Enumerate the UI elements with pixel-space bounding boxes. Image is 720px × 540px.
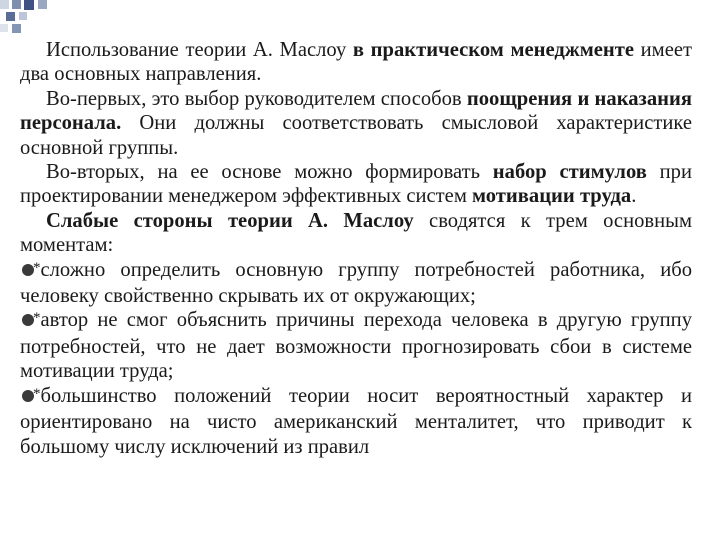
paragraph-first: Во-первых, это выбор руководителем способов поощрения и наказания персонала. Они должны соответствовать смысловой характеристике основной группы. [20,87,692,159]
star-icon: * [33,310,41,327]
star-icon: * [33,385,41,402]
corner-square [38,0,47,9]
corner-square [6,12,15,21]
emphasis-incentives: набор стимулов [492,161,647,184]
star-icon: * [33,259,41,276]
emphasis-motivation: мотивации труда [472,185,632,208]
list-item: *большинство положений теории носит вероятностный характер и ориентировано на чисто американский менталитет, что приводит к большому числу исключений из правил [20,384,692,458]
corner-square [0,24,8,32]
emphasis-management: в практическом менеджменте [352,39,634,61]
corner-square [24,0,34,10]
paragraph-application: Использование теории А. Маслоу в практическом менеджменте имеет два основных направления. [20,39,692,86]
paragraph-weaknesses: Слабые стороны теории А. Маслоу сводятся к трем основным моментам: [20,209,692,257]
paragraph-second: Во-вторых, на ее основе можно формировать набор стимулов при проектировании менеджером эффективных систем мотивации труда. [20,161,692,208]
slide-body [20,38,692,459]
corner-square [12,0,21,9]
list-item: *автор не смог объяснить причины перехода человека в другую группу потребностей, что не дает возможности прогнозировать сбои в системе мотивации труда; [20,309,692,383]
corner-square [19,12,27,20]
emphasis-weaknesses: Слабые стороны теории А. Маслоу [46,209,414,232]
list-item: *сложно определить основную группу потребностей работника, ибо человеку свойственно скрывать их от окружающих; [20,258,692,308]
corner-square [12,24,21,33]
emphasis-reward-punishment: поощрения и наказания персонала. [20,87,692,135]
corner-square [0,0,9,9]
